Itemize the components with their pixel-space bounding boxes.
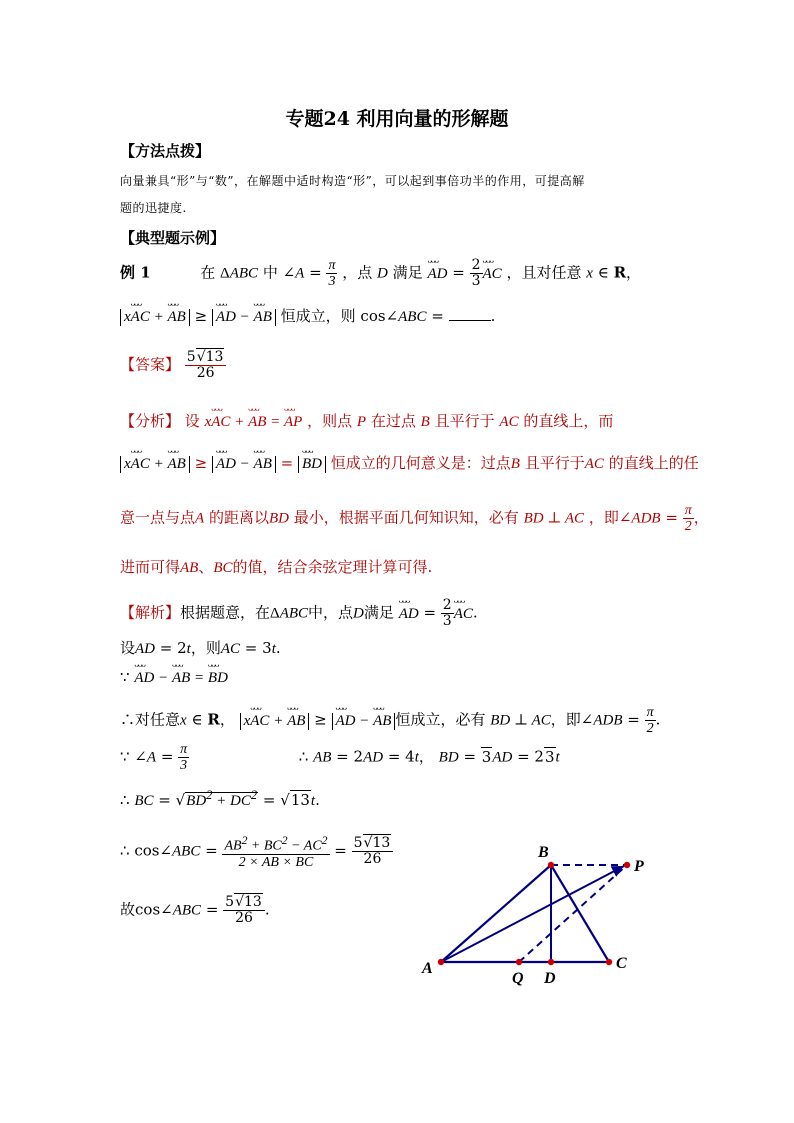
label-a: A (422, 960, 433, 977)
point-c (606, 959, 612, 965)
section-examples-heading: 【典型题示例】 (120, 229, 226, 247)
analysis-line1: 【分析】 设 xᴗᴗᴗ AC + ᴗᴗᴗ AB = ᴗᴗᴗ AP ，则点 P 在过点 B 且平行于 AC 的直线上，而 (120, 410, 613, 431)
solution-line2: 设AD = 2t，则AC = 3t. (120, 639, 281, 657)
section-method-heading: 【方法点拨】 (120, 142, 211, 160)
solution-line5: ∵ ∠A = $\frac{\pi}{3}$ ∴ AB = 2AD = 4t， BD = 3AD = 23t (120, 742, 560, 773)
analysis-label: 【分析】 (120, 412, 181, 430)
analysis-line3: 意一点与点A 的距离以BD 最小，根据平面几何知识知，必有 BD ⊥ AC ，即∠ADB = $\frac{\pi}{2}$ ， (120, 503, 709, 534)
example1-line2: xᴗᴗᴗ AC + ᴗᴗᴗ AB ≥ ᴗᴗᴗ AD − ᴗᴗᴗ AB 恒成立，则 cos∠ABC = . (120, 305, 495, 326)
answer-label: 【答案】 (120, 355, 181, 374)
solution-line4: ∴对任意x ∈ R， xᴗᴗᴗ AC + ᴗᴗᴗ AB ≥ ᴗᴗᴗ AD − ᴗᴗᴗ AB 恒成立，必有 BD ⊥ AC，即∠ADB = $\frac{\pi}{2}$ . (120, 705, 660, 736)
solution-line3: ∵ ᴗᴗᴗ AD − ᴗᴗᴗ AB = ᴗᴗᴗ BD (120, 668, 228, 687)
analysis-line2: xᴗᴗᴗ AC + ᴗᴗᴗ AB ≥ ᴗᴗᴗ AD − ᴗᴗᴗ AB = ᴗᴗᴗ BD 恒成立的几何意义是：过点B 且平行于AC 的直线上的任 (120, 452, 699, 473)
page-title: 专题24 利用向量的形解题 (285, 108, 509, 130)
label-d: D (544, 970, 556, 987)
answer-line: 【答案】 $\frac{5√13}{26}$ (120, 350, 226, 381)
method-text-line2: 题的迅捷度. (120, 201, 187, 215)
example1-label: 例 1 (120, 263, 151, 282)
example1-line1: 例 1 在 ΔABC 中 ∠A = $\frac{\pi}{3}$ ，点 D 满足 ᴗᴗᴗ AD = $\frac{2}{3}$ ᴗᴗᴗ AC ，且对任意 x ∈ R， (120, 258, 641, 289)
geometry-figure (410, 835, 670, 995)
method-text-line1: 向量兼具“形”与“数”，在解题中适时构造“形”，可以起到事倍功半的作用，可提高解 (120, 174, 585, 188)
label-c: C (616, 955, 627, 972)
point-a (438, 959, 444, 965)
point-b (548, 862, 554, 868)
solution-line8: 故cos∠ABC = $\frac{5√13}{26}$ . (120, 894, 270, 926)
solution-line6: ∴ BC = $√BD^2 + DC^2 = √13t$. (120, 788, 320, 809)
example1-text-in: 在 (200, 263, 216, 282)
point-d (548, 959, 554, 965)
point-q (516, 959, 522, 965)
point-p (624, 862, 630, 868)
label-q: Q (512, 970, 524, 987)
label-p: P (634, 858, 644, 875)
solution-line7: ∴ cos∠ABC = $\frac{AB^2 + BC^2 - AC^2}{2 \times AB \times BC}$ = $\frac{5√13}{26}$ (120, 833, 393, 870)
analysis-line4: 进而可得AB、BC的值，结合余弦定理计算可得. (120, 558, 433, 576)
solution-line1: 【解析】根据题意，在ΔABC中，点D满足 ᴗᴗᴗ AD = $\frac{2}{3}$ ᴗᴗᴗ AC. (120, 598, 478, 629)
label-b: B (538, 844, 549, 861)
solution-label: 【解析】 (120, 603, 181, 622)
